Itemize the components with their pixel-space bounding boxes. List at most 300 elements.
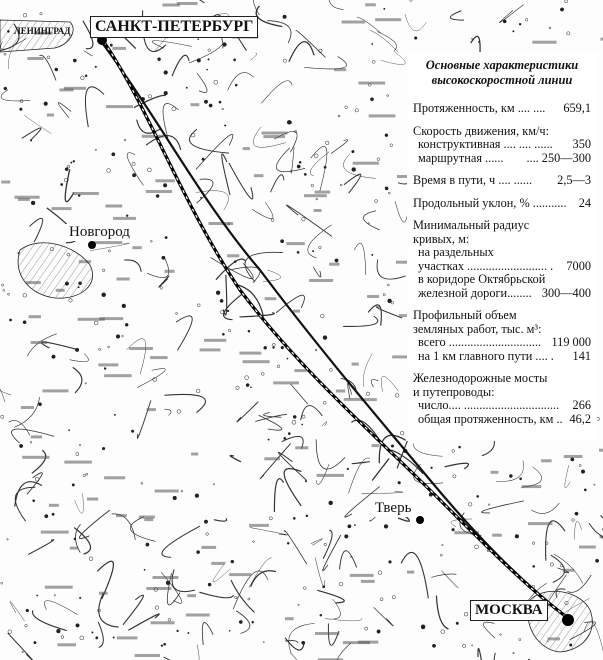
bridges-len-label: общая протяженность, км ..	[418, 411, 563, 426]
place-name-smudge	[375, 18, 401, 21]
place-name-smudge	[132, 246, 141, 249]
place-name-smudge	[229, 573, 251, 576]
place-name-smudge	[350, 574, 374, 577]
place-name-smudge	[151, 621, 175, 624]
settlement-dot	[372, 254, 374, 256]
place-name-smudge	[273, 381, 299, 384]
place-name-smudge	[142, 135, 164, 138]
settlement-dot	[104, 368, 106, 370]
settlement-dot	[385, 134, 388, 137]
place-name-smudge	[243, 147, 250, 150]
settlement-dot	[68, 430, 69, 431]
place-name-smudge	[94, 241, 122, 244]
settlement-dot	[220, 299, 223, 302]
settlement-dot	[595, 559, 598, 562]
place-name-smudge	[293, 310, 300, 313]
place-name-smudge	[265, 297, 277, 300]
settlement-dot	[421, 625, 425, 629]
settlement-dot	[34, 641, 37, 644]
earth-perkm-value: 141	[572, 348, 591, 363]
place-name-smudge	[254, 174, 264, 177]
settlement-dot	[384, 524, 388, 528]
place-name-smudge	[372, 444, 380, 447]
place-name-smudge	[204, 339, 226, 342]
settlement-dot	[235, 84, 237, 86]
time-value: 2,5—3	[557, 173, 591, 187]
settlement-dot	[389, 561, 392, 564]
settlement-dot	[116, 335, 120, 339]
place-name-smudge	[41, 531, 69, 534]
settlement-dot	[197, 551, 200, 554]
time-label: Время в пути, ч .... ......	[413, 173, 533, 187]
place-name-smudge	[150, 356, 168, 359]
settlement-dot	[204, 520, 208, 524]
place-name-smudge	[365, 3, 376, 6]
speed-route-label: маршрутная ......	[418, 150, 504, 165]
settlement-dot	[509, 474, 512, 477]
place-name-smudge	[186, 614, 210, 617]
settlement-dot	[519, 478, 521, 480]
place-name-smudge	[528, 522, 553, 525]
settlement-dot	[173, 496, 177, 500]
place-name-smudge	[201, 546, 216, 549]
settlement-dot	[384, 8, 385, 9]
settlement-dot	[31, 201, 35, 205]
place-name-smudge	[309, 279, 333, 282]
place-name-smudge	[104, 476, 125, 479]
settlement-dot	[432, 644, 435, 647]
settlement-dot	[391, 445, 394, 448]
place-name-smudge	[135, 654, 161, 657]
settlement-dot	[177, 630, 179, 632]
settlement-dot	[73, 160, 75, 162]
place-name-smudge	[18, 198, 30, 201]
settlement-dot	[297, 165, 300, 168]
length-block	[413, 102, 591, 116]
settlement-dot	[164, 71, 168, 75]
settlement-dot	[477, 495, 479, 497]
place-name-smudge	[87, 498, 98, 501]
settlement-dot	[293, 517, 295, 519]
place-name-smudge	[263, 135, 285, 138]
place-name-smudge	[64, 461, 92, 464]
place-name-smudge	[29, 315, 41, 318]
settlement-dot	[79, 597, 81, 599]
place-name-smudge	[315, 191, 331, 194]
settlement-dot	[398, 481, 401, 484]
settlement-dot	[33, 500, 35, 502]
settlement-dot	[166, 581, 170, 585]
settlement-dot	[281, 346, 284, 349]
speed-route-value: .... 250—300	[526, 150, 591, 165]
settlement-dot	[216, 291, 220, 295]
settlement-dot	[72, 484, 75, 487]
settlement-dot	[164, 91, 168, 95]
legend-title	[413, 58, 591, 88]
settlement-dot	[335, 259, 338, 262]
settlement-dot	[324, 166, 326, 168]
settlement-dot	[96, 637, 98, 639]
place-name-smudge	[57, 643, 76, 646]
settlement-dot	[222, 333, 224, 335]
settlement-dot	[126, 215, 128, 217]
settlement-dot	[584, 489, 586, 491]
bridges-line1: Железнодорожные мосты	[413, 371, 548, 385]
place-name-smudge	[129, 347, 153, 350]
place-name-smudge	[579, 546, 596, 549]
place-name-smudge	[294, 369, 306, 372]
moscow-city-marker	[562, 614, 574, 626]
radius-line2: кривых, м:	[413, 231, 470, 246]
place-name-smudge	[491, 471, 499, 474]
settlement-dot	[284, 437, 286, 439]
settlement-dot	[283, 15, 287, 19]
settlement-dot	[85, 75, 87, 77]
settlement-dot	[52, 513, 55, 516]
place-name-smudge	[47, 114, 54, 117]
legend-title-line2: высокоскоростной линии	[431, 73, 573, 87]
settlement-dot	[223, 43, 227, 47]
settlement-dot	[132, 173, 136, 177]
length-label: Протяженность, км .... ....	[413, 101, 546, 115]
settlement-dot	[224, 125, 226, 127]
settlement-dot	[575, 512, 578, 515]
settlement-dot	[208, 59, 210, 61]
settlement-dot	[61, 183, 63, 185]
settlement-dot	[322, 586, 324, 588]
settlement-dot	[162, 256, 165, 259]
place-name-smudge	[191, 453, 198, 456]
place-name-smudge	[113, 47, 127, 50]
place-name-smudge	[264, 457, 280, 460]
settlement-dot	[186, 87, 187, 88]
place-name-smudge	[153, 576, 179, 579]
settlement-dot	[354, 524, 355, 525]
place-name-smudge	[358, 82, 385, 85]
place-name-smudge	[541, 459, 552, 462]
settlement-dot	[347, 468, 349, 470]
place-name-smudge	[353, 162, 379, 165]
settlement-dot	[207, 69, 208, 70]
settlement-dot	[95, 66, 97, 68]
place-name-smudge	[78, 318, 105, 321]
place-name-smudge	[600, 535, 603, 538]
place-name-smudge	[329, 263, 339, 266]
place-name-smudge	[211, 562, 224, 565]
settlement-dot	[75, 348, 79, 352]
settlement-dot	[302, 424, 303, 425]
settlement-dot	[280, 240, 283, 243]
settlement-dot	[208, 583, 211, 586]
place-name-smudge	[304, 194, 327, 197]
settlement-dot	[385, 187, 388, 190]
settlement-dot	[164, 643, 166, 645]
settlement-dot	[560, 8, 563, 11]
settlement-dot	[20, 108, 23, 111]
label-tver: Тверь	[372, 500, 414, 517]
label-saint-petersburg: САНКТ-ПЕТЕРБУРГ	[90, 16, 258, 38]
characteristics-legend	[407, 52, 597, 441]
settlement-dot	[227, 310, 229, 312]
settlement-dot	[19, 444, 22, 447]
place-name-smudge	[117, 636, 137, 639]
settlement-dot	[306, 515, 308, 517]
place-name-smudge	[358, 641, 378, 644]
settlement-dot	[229, 630, 230, 631]
settlement-dot	[125, 323, 128, 326]
settlement-dot	[188, 632, 189, 633]
place-name-smudge	[52, 207, 72, 210]
settlement-dot	[102, 293, 106, 297]
settlement-dot	[348, 525, 351, 528]
length-value: 659,1	[563, 101, 591, 115]
settlement-dot	[71, 162, 73, 164]
place-name-smudge	[314, 209, 322, 212]
place-name-smudge	[352, 363, 359, 366]
time-block	[413, 174, 591, 188]
settlement-dot	[209, 104, 212, 107]
earth-line1: Профильный объем	[413, 308, 517, 322]
bridges-line2: и путепроводы:	[413, 384, 495, 399]
settlement-dot	[246, 384, 249, 387]
place-name-smudge	[155, 179, 174, 182]
place-name-smudge	[49, 504, 59, 507]
settlement-dot	[377, 630, 380, 633]
place-name-smudge	[31, 341, 47, 344]
settlement-dot	[287, 358, 288, 359]
place-name-smudge	[295, 446, 308, 449]
place-name-smudge	[22, 456, 49, 459]
settlement-dot	[113, 637, 115, 639]
place-name-smudge	[191, 103, 200, 106]
settlement-dot	[287, 120, 291, 124]
speed-design-label: конструктивная .... .... ......	[418, 137, 553, 151]
settlement-dot	[231, 560, 234, 563]
settlement-dot	[234, 260, 236, 262]
place-name-smudge	[369, 114, 396, 117]
place-name-smudge	[249, 524, 269, 527]
settlement-dot	[158, 58, 161, 61]
settlement-dot	[456, 622, 459, 625]
settlement-dot	[268, 439, 269, 440]
radius-sep-label: участках .......................... .	[418, 258, 554, 273]
speed-block	[413, 125, 591, 166]
settlement-dot	[519, 23, 521, 25]
settlement-dot	[264, 346, 267, 349]
place-name-smudge	[64, 87, 86, 90]
settlement-dot	[165, 236, 167, 238]
settlement-dot	[37, 595, 38, 596]
settlement-dot	[76, 624, 80, 628]
settlement-dot	[533, 565, 535, 567]
grade-block	[413, 197, 591, 211]
settlement-dot	[250, 387, 251, 388]
settlement-dot	[248, 330, 250, 332]
settlement-dot	[73, 59, 76, 62]
settlement-dot	[26, 609, 29, 612]
place-name-smudge	[105, 205, 122, 208]
settlement-dot	[503, 20, 506, 23]
settlement-dot	[304, 173, 306, 175]
settlement-dot	[302, 641, 305, 644]
bridges-count-label: число.... ...............................	[418, 398, 560, 412]
place-name-smudge	[70, 547, 79, 550]
settlement-dot	[195, 494, 199, 498]
settlement-dot	[370, 98, 373, 101]
settlement-dot	[414, 37, 417, 40]
novgorod-city-marker	[88, 241, 96, 249]
settlement-dot	[56, 629, 60, 633]
settlement-dot	[352, 150, 355, 153]
place-name-smudge	[344, 398, 363, 401]
place-name-smudge	[155, 490, 179, 493]
settlement-dot	[4, 87, 7, 90]
label-moscow: МОСКВА	[470, 600, 548, 621]
place-name-smudge	[564, 455, 583, 458]
place-name-smudge	[522, 485, 541, 488]
settlement-dot	[52, 355, 56, 359]
place-name-smudge	[532, 41, 556, 44]
settlement-dot	[372, 43, 373, 44]
settlement-dot	[329, 501, 333, 505]
settlement-dot	[252, 621, 254, 623]
settlement-dot	[131, 430, 134, 433]
place-name-smudge	[407, 571, 414, 574]
settlement-dot	[571, 458, 574, 461]
label-novgorod: Новгород	[66, 224, 133, 241]
place-name-smudge	[113, 217, 136, 220]
settlement-dot	[55, 68, 58, 71]
place-name-smudge	[106, 105, 133, 108]
place-name-smudge	[21, 406, 34, 409]
settlement-dot	[198, 39, 199, 40]
settlement-dot	[239, 620, 242, 623]
settlement-dot	[144, 569, 145, 570]
speed-label: Скорость движения, км/ч:	[413, 123, 549, 138]
radius-line1: Минимальный радиус	[413, 218, 530, 232]
place-name-smudge	[200, 348, 221, 351]
place-name-smudge	[146, 587, 171, 590]
settlement-dot	[65, 168, 68, 171]
settlement-dot	[513, 31, 515, 33]
settlement-dot	[114, 414, 115, 415]
place-name-smudge	[147, 408, 156, 411]
settlement-dot	[122, 304, 126, 308]
earth-total-value: 119 000	[551, 335, 591, 349]
settlement-dot	[161, 645, 163, 647]
settlement-dot	[287, 542, 289, 544]
speed-design-value: 350	[572, 137, 591, 151]
place-name-smudge	[99, 592, 108, 595]
place-name-smudge	[563, 569, 575, 572]
settlement-dot	[459, 446, 461, 448]
place-name-smudge	[144, 518, 153, 521]
place-name-smudge	[104, 374, 132, 377]
settlement-dot	[431, 467, 433, 469]
settlement-dot	[74, 538, 76, 540]
place-name-smudge	[209, 222, 234, 225]
place-name-smudge	[45, 586, 73, 589]
settlement-dot	[352, 168, 356, 172]
settlement-dot	[38, 403, 41, 406]
settlement-dot	[112, 153, 115, 156]
place-name-smudge	[165, 270, 175, 273]
legend-title-line1: Основные характеристики	[425, 58, 579, 72]
settlement-dot	[299, 161, 301, 163]
settlement-dot	[92, 632, 94, 634]
place-name-smudge	[336, 390, 345, 393]
settlement-dot	[110, 44, 112, 46]
settlement-dot	[146, 543, 149, 546]
settlement-dot	[581, 470, 585, 474]
place-name-smudge	[334, 68, 346, 71]
place-name-smudge	[146, 190, 172, 193]
bridges-len-value: 46,2	[569, 411, 591, 426]
radius-corr-label: железной дороги........	[418, 285, 532, 300]
place-name-smudge	[243, 360, 270, 363]
settlement-dot	[204, 100, 207, 103]
place-name-smudge	[227, 254, 239, 257]
earth-total-label: всего ..............................	[418, 335, 541, 349]
place-name-smudge	[599, 449, 603, 452]
place-name-smudge	[177, 2, 198, 5]
place-name-smudge	[239, 352, 261, 355]
settlement-dot	[273, 347, 275, 349]
settlement-dot	[452, 528, 455, 531]
place-name-smudge	[492, 534, 502, 537]
radius-corr-value: 300—400	[541, 285, 591, 300]
place-name-smudge	[187, 594, 196, 597]
settlement-dot	[102, 447, 105, 450]
place-name-smudge	[1, 181, 10, 184]
settlement-dot	[44, 102, 48, 106]
grade-value: 24	[578, 195, 591, 210]
settlement-dot	[30, 140, 32, 142]
earth-line2: земляных работ, тыс. м³:	[413, 321, 542, 336]
place-name-smudge	[43, 389, 69, 392]
place-name-smudge	[317, 474, 344, 477]
place-name-smudge	[27, 57, 43, 60]
settlement-dot	[293, 415, 296, 418]
place-name-smudge	[361, 580, 375, 583]
settlement-dot	[23, 321, 26, 324]
settlement-dot	[45, 514, 48, 517]
earthworks-block	[413, 309, 591, 363]
settlement-dot	[320, 614, 322, 616]
place-name-smudge	[285, 617, 294, 620]
place-name-smudge	[117, 278, 130, 281]
bridges-block	[413, 372, 591, 426]
settlement-dot	[9, 319, 11, 321]
place-name-smudge	[262, 132, 288, 135]
radius-corr-line1: в коридоре Октябрьской	[418, 272, 546, 286]
settlement-dot	[478, 41, 479, 42]
earth-perkm-label: на 1 км главного пути .... .	[418, 348, 554, 363]
place-name-smudge	[139, 516, 155, 519]
settlement-dot	[163, 183, 167, 187]
place-name-smudge	[367, 295, 379, 298]
place-name-smudge	[286, 242, 304, 245]
radius-sep-value: 7000	[566, 258, 591, 273]
settlement-dot	[312, 250, 314, 252]
place-name-smudge	[163, 4, 180, 7]
grade-label: Продольный уклон, % ...........	[413, 195, 567, 210]
place-name-smudge	[98, 363, 118, 366]
settlement-dot	[288, 432, 290, 434]
settlement-dot	[202, 158, 205, 161]
tver-city-marker	[416, 516, 424, 524]
settlement-dot	[233, 59, 235, 61]
